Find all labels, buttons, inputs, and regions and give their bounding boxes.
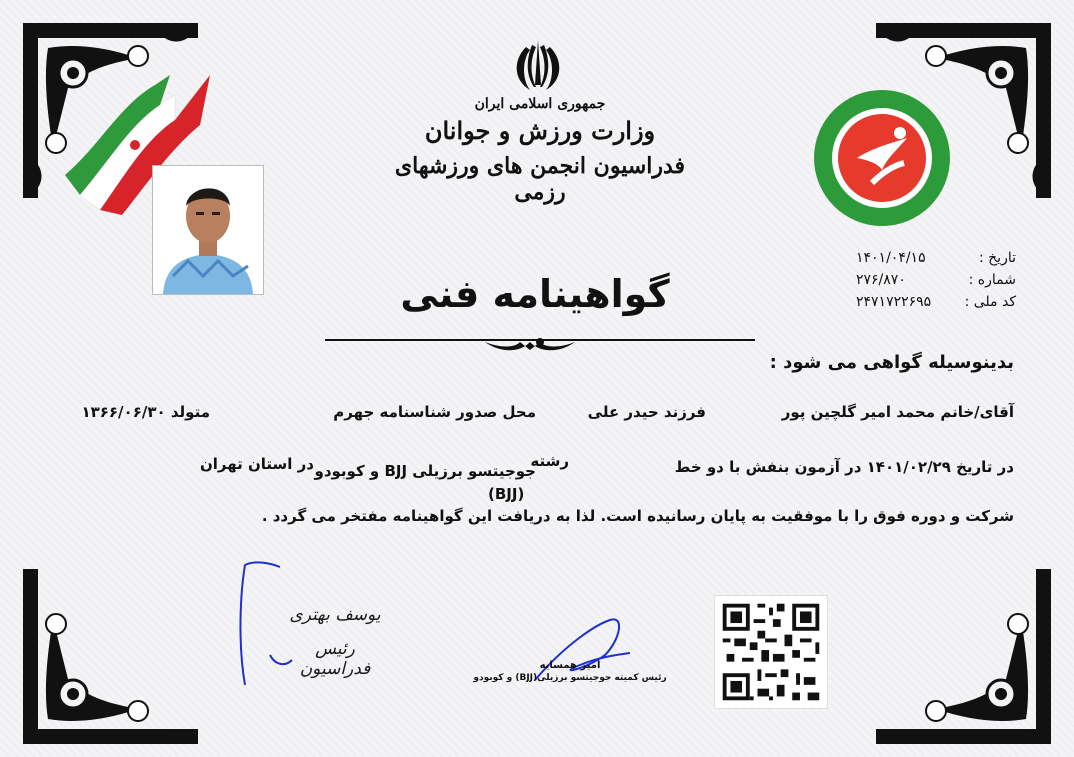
name-label: آقای/خانم — [940, 403, 1014, 421]
father-label: فرزند — [663, 403, 706, 421]
federation-logo — [812, 88, 952, 228]
federation-title: فدراسیون انجمن های ورزشهای رزمی — [394, 153, 686, 205]
republic-title: جمهوری اسلامی ایران — [474, 96, 606, 112]
name-value: محمد امیر گلچین پور — [781, 403, 936, 421]
issue-place-value: جهرم — [333, 403, 375, 421]
national-id-label: کد ملی : — [964, 294, 1016, 310]
corner-ornament — [18, 564, 203, 749]
center-signer-name: امیر همسایه — [539, 660, 601, 671]
ministry-title: وزارت ورزش و جوانان — [424, 116, 656, 145]
title-divider — [325, 328, 755, 358]
field-abbrev: (BJJ) — [488, 485, 525, 503]
portrait-photo — [153, 166, 263, 294]
father-value: حیدر علی — [587, 403, 659, 421]
name-field — [782, 403, 1014, 421]
province-label: در استان — [247, 455, 314, 473]
intro-line: بدینوسیله گواهی می شود : — [769, 352, 1014, 373]
date-label: تاریخ : — [978, 250, 1016, 266]
field-label: رشته — [530, 452, 569, 470]
certificate-title: گواهینامه فنی — [400, 272, 670, 316]
province-value: تهران — [199, 455, 243, 473]
emblem-icon — [508, 35, 568, 95]
national-id-value: ۲۴۷۱۷۲۲۶۹۵ — [856, 294, 932, 310]
province-field — [200, 455, 314, 473]
qr-code — [714, 595, 828, 709]
center-signer-title: رئیس کمیته جوجیتسو برزیلی(BJJ) و کوبودو — [473, 673, 667, 683]
father-field — [588, 403, 706, 421]
exam-value: بنفش با دو خط — [674, 458, 790, 476]
corner-ornament — [871, 564, 1056, 749]
closing-line: شرکت و دوره فوق را با موفقیت به پایان رسانیده است. لذا به دریافت این گواهینامه مفتخر می گردد . — [261, 507, 1014, 525]
birth-field — [81, 403, 210, 421]
issue-place-field — [333, 403, 536, 421]
field-value: جوجیتسو برزیلی BJJ و کوبودو — [314, 462, 536, 480]
left-signer-title: رئیس فدراسیون — [299, 639, 371, 679]
left-signature — [285, 605, 385, 679]
number-value: ۲۷۶/۸۷۰ — [856, 272, 906, 288]
photo-frame — [152, 165, 264, 295]
number-label: شماره : — [968, 272, 1016, 288]
exam-field — [675, 458, 1014, 476]
exam-prefix: در آزمون — [794, 458, 862, 476]
center-signature — [460, 660, 680, 683]
birth-label: متولد — [170, 403, 210, 421]
birth-value: ۱۳۶۶/۰۶/۳۰ — [81, 403, 166, 421]
exam-date-prefix: در تاریخ — [956, 458, 1014, 476]
date-value: ۱۴۰۱/۰۴/۱۵ — [856, 250, 926, 266]
exam-date-value: ۱۴۰۱/۰۲/۲۹ — [866, 458, 951, 476]
left-signer-name: یوسف بهتری — [289, 605, 381, 625]
issue-place-label: محل صدور شناسنامه — [379, 403, 536, 421]
meta-block — [856, 247, 1016, 313]
